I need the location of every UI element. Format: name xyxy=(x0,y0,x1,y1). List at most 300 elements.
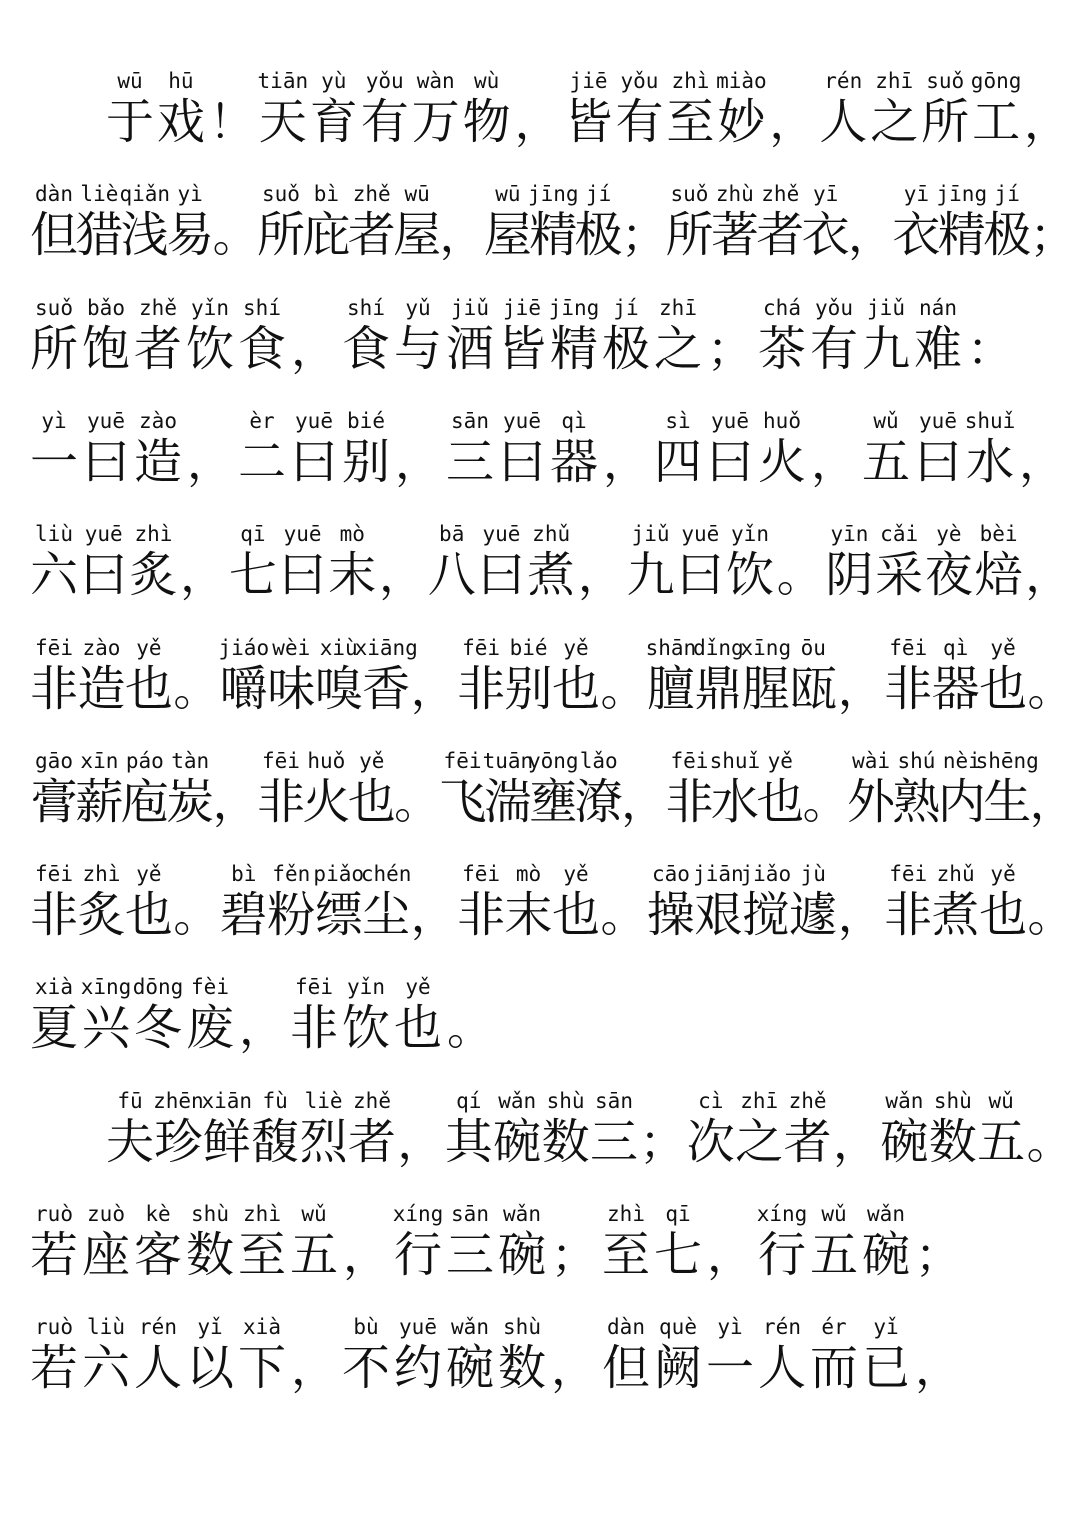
pinyin: zhě xyxy=(761,182,800,206)
pinyin: yuē xyxy=(399,1315,437,1339)
hanzi: 焙 xyxy=(974,547,1023,603)
hanzi: 壅 xyxy=(529,774,578,830)
punctuation xyxy=(912,1312,964,1422)
pinyin: wū xyxy=(495,182,521,206)
hanzi: 七 xyxy=(228,547,277,603)
pinyin: yě xyxy=(136,636,162,660)
punctuation xyxy=(1022,519,1074,629)
pinyin: yè xyxy=(936,522,962,546)
pinyin: yǔ xyxy=(405,296,431,320)
pinyin: huǒ xyxy=(763,409,801,433)
hanzi: 不 xyxy=(341,1340,390,1396)
pinyin: jiáo xyxy=(218,636,270,660)
hanzi: 饮 xyxy=(185,321,234,377)
hanzi: 曰 xyxy=(278,547,327,603)
hanzi: ； xyxy=(621,208,668,262)
pinyin: qí xyxy=(456,1089,482,1113)
pinyin: yì xyxy=(177,182,203,206)
hanzi: 茶 xyxy=(757,321,806,377)
pinyin: yī xyxy=(812,182,839,206)
hanzi: 一 xyxy=(705,1340,754,1396)
hanzi: 。 xyxy=(1027,888,1074,942)
pinyin: zhě xyxy=(788,1089,827,1113)
hanzi: 五 xyxy=(977,1114,1026,1170)
hanzi: 座 xyxy=(81,1227,130,1283)
hanzi: ， xyxy=(603,435,649,489)
hanzi: 水 xyxy=(710,774,759,830)
hanzi: 衣 xyxy=(801,207,850,263)
pinyin: shú xyxy=(897,749,936,773)
hanzi: 皆 xyxy=(564,94,613,150)
hanzi: 数 xyxy=(185,1227,234,1283)
pinyin: zhě xyxy=(352,182,391,206)
hanzi: 嗅 xyxy=(314,661,363,717)
hanzi: 食 xyxy=(237,321,286,377)
hanzi: 香 xyxy=(362,661,411,717)
hanzi: 行 xyxy=(757,1227,806,1283)
pinyin: páo xyxy=(125,749,164,773)
pinyin: liù xyxy=(35,522,73,546)
hanzi: 炙 xyxy=(129,547,178,603)
pinyin: yě xyxy=(405,975,431,999)
pinyin: xià xyxy=(35,975,73,999)
pinyin: nán xyxy=(919,296,957,320)
hanzi: 曰 xyxy=(79,547,128,603)
pinyin: dǐng xyxy=(693,636,744,660)
pinyin: zhì xyxy=(82,862,121,886)
hanzi: 夫 xyxy=(105,1114,154,1170)
pinyin: xiù xyxy=(319,636,358,660)
pinyin: fù xyxy=(262,1089,288,1113)
hanzi: 器 xyxy=(931,661,980,717)
pinyin: zhì xyxy=(607,1202,645,1226)
pinyin: bā xyxy=(439,522,465,546)
hanzi: 与 xyxy=(393,321,442,377)
hanzi: 六 xyxy=(81,1340,130,1396)
pinyin: xíng xyxy=(392,1202,444,1226)
hanzi: 曰 xyxy=(81,434,130,490)
hanzi: 碗 xyxy=(497,1227,546,1283)
hanzi: 煮 xyxy=(527,547,576,603)
pinyin: yuē xyxy=(87,409,125,433)
pinyin: piǎo xyxy=(313,862,364,886)
pinyin: yǐ xyxy=(873,1315,899,1339)
hanzi: ， xyxy=(439,208,486,262)
pinyin: bié xyxy=(509,636,548,660)
hanzi: ； xyxy=(1029,208,1076,262)
hanzi: ， xyxy=(395,435,441,489)
hanzi: 万 xyxy=(411,94,460,150)
pinyin: xíng xyxy=(756,1202,808,1226)
pinyin: wǎn xyxy=(498,1089,537,1113)
hanzi: 酒 xyxy=(445,321,494,377)
hanzi: 非 xyxy=(289,1000,338,1056)
pinyin: hū xyxy=(168,69,194,93)
pinyin: huǒ xyxy=(307,749,346,773)
pinyin: yuē xyxy=(482,522,521,546)
hanzi: 也 xyxy=(551,661,600,717)
hanzi: 所 xyxy=(29,321,78,377)
hanzi: 味 xyxy=(267,661,316,717)
hanzi: ， xyxy=(811,435,857,489)
pinyin: bì xyxy=(231,862,257,886)
hanzi: 饱 xyxy=(81,321,130,377)
pinyin: rén xyxy=(824,69,863,93)
pinyin: wèi xyxy=(272,636,311,660)
pinyin: yě xyxy=(563,862,589,886)
hanzi: 遽 xyxy=(789,887,838,943)
punctuation xyxy=(1025,633,1077,743)
text-line xyxy=(0,633,1080,743)
pinyin: zhì xyxy=(134,522,173,546)
pinyin: fēi xyxy=(889,636,928,660)
pinyin: fēi xyxy=(35,636,73,660)
pinyin: què xyxy=(659,1315,697,1339)
hanzi: 有 xyxy=(360,94,409,150)
hanzi: 屋 xyxy=(483,207,532,263)
text-line xyxy=(0,66,1080,176)
hanzi: 潦 xyxy=(574,774,623,830)
pinyin: yī xyxy=(903,182,930,206)
pinyin: shuǐ xyxy=(964,409,1016,433)
pinyin: jīng xyxy=(548,296,600,320)
hanzi: 馥 xyxy=(251,1114,300,1170)
hanzi: 别 xyxy=(504,661,553,717)
hanzi: ， xyxy=(551,1341,597,1395)
hanzi: 次 xyxy=(686,1114,735,1170)
hanzi: 。 xyxy=(1026,1115,1073,1169)
pinyin: shān xyxy=(645,636,697,660)
hanzi: 二 xyxy=(237,434,286,490)
pinyin: fēi xyxy=(670,749,709,773)
pinyin: yuē xyxy=(711,409,749,433)
hanzi: 者 xyxy=(133,321,182,377)
hanzi: 造 xyxy=(77,661,126,717)
hanzi: 以 xyxy=(185,1340,234,1396)
hanzi: 也 xyxy=(979,887,1028,943)
pinyin: fēi xyxy=(261,749,300,773)
hanzi: 九 xyxy=(861,321,910,377)
hanzi: 炭 xyxy=(166,774,215,830)
pinyin: wǎn xyxy=(885,1089,924,1113)
pinyin: yě xyxy=(563,636,589,660)
pinyin: yě xyxy=(990,636,1016,660)
pinyin: shí xyxy=(347,296,385,320)
pinyin: zhě xyxy=(139,296,177,320)
hanzi: 非 xyxy=(884,887,933,943)
hanzi: 非 xyxy=(256,774,305,830)
hanzi: 炙 xyxy=(77,887,126,943)
punctuation xyxy=(1024,1086,1076,1196)
pinyin: zhì xyxy=(243,1202,281,1226)
pinyin: gōng xyxy=(970,69,1022,93)
hanzi: ， xyxy=(180,548,227,602)
pinyin: xiāng xyxy=(354,636,418,660)
pinyin: suǒ xyxy=(926,69,965,93)
hanzi: 所 xyxy=(665,207,714,263)
hanzi: 非 xyxy=(665,774,714,830)
hanzi: 曰 xyxy=(289,434,338,490)
hanzi: 也 xyxy=(756,774,805,830)
pinyin: fēi xyxy=(35,862,73,886)
hanzi: 屋 xyxy=(393,207,442,263)
pinyin: fēi xyxy=(295,975,333,999)
hanzi: 非 xyxy=(29,661,78,717)
hanzi: ！ xyxy=(208,95,255,149)
hanzi: 人 xyxy=(133,1340,182,1396)
pinyin: ōu xyxy=(800,636,826,660)
hanzi: 湍 xyxy=(483,774,532,830)
pinyin: wǔ xyxy=(988,1089,1014,1113)
pinyin: chén xyxy=(360,862,412,886)
pinyin: cì xyxy=(698,1089,724,1113)
pinyin: shù xyxy=(933,1089,972,1113)
hanzi: 夜 xyxy=(924,547,973,603)
hanzi: 之 xyxy=(653,321,702,377)
hanzi: 生 xyxy=(983,774,1032,830)
hanzi: 非 xyxy=(29,887,78,943)
pinyin: fěn xyxy=(272,862,311,886)
punctuation xyxy=(1016,406,1068,516)
pinyin: yì xyxy=(41,409,67,433)
pinyin: wū xyxy=(117,69,143,93)
pinyin: xià xyxy=(243,1315,281,1339)
pinyin: yě xyxy=(990,862,1016,886)
hanzi: ， xyxy=(848,208,895,262)
pinyin: wǔ xyxy=(301,1202,327,1226)
pinyin: yuē xyxy=(295,409,333,433)
hanzi: 非 xyxy=(457,661,506,717)
hanzi: 极 xyxy=(574,207,623,263)
pinyin: suǒ xyxy=(35,296,73,320)
text-line xyxy=(0,179,1080,289)
pinyin: xīng xyxy=(80,975,132,999)
hanzi: ， xyxy=(187,435,233,489)
hanzi: ， xyxy=(343,1228,389,1282)
hanzi: 三 xyxy=(445,1227,494,1283)
pinyin: shù xyxy=(191,1202,229,1226)
text-line xyxy=(0,746,1080,856)
hanzi: 精 xyxy=(529,207,578,263)
hanzi: 曰 xyxy=(676,547,725,603)
hanzi: 五 xyxy=(809,1227,858,1283)
pinyin: yǐn xyxy=(731,522,769,546)
pinyin: zhù xyxy=(715,182,754,206)
pinyin: yě xyxy=(359,749,385,773)
hanzi: 五 xyxy=(861,434,910,490)
pinyin: qiǎn xyxy=(119,182,171,206)
pinyin: wǔ xyxy=(821,1202,847,1226)
hanzi: 三 xyxy=(589,1114,638,1170)
pinyin: èr xyxy=(249,409,275,433)
hanzi: 器 xyxy=(549,434,598,490)
pinyin: suǒ xyxy=(261,182,300,206)
hanzi: 难 xyxy=(913,321,962,377)
hanzi: 曰 xyxy=(913,434,962,490)
hanzi: 于 xyxy=(105,94,154,150)
hanzi: 之 xyxy=(870,94,919,150)
hanzi: 。 xyxy=(173,888,220,942)
hanzi: 嚼 xyxy=(219,661,268,717)
hanzi: 易 xyxy=(166,207,215,263)
pinyin: wài xyxy=(852,749,890,773)
pinyin: wǎn xyxy=(451,1315,489,1339)
hanzi: 极 xyxy=(983,207,1032,263)
pinyin: yǐn xyxy=(191,296,229,320)
hanzi: ， xyxy=(410,888,457,942)
pinyin: miào xyxy=(716,69,767,93)
pinyin: yǒu xyxy=(620,69,659,93)
pinyin: liè xyxy=(80,182,119,206)
hanzi: ， xyxy=(397,1115,444,1169)
pinyin: wǔ xyxy=(873,409,899,433)
punctuation xyxy=(912,1199,964,1309)
pinyin: xīn xyxy=(80,749,119,773)
hanzi: 庇 xyxy=(302,207,351,263)
hanzi: ， xyxy=(837,662,884,716)
pinyin: zhī xyxy=(659,296,697,320)
pinyin: sān xyxy=(451,409,489,433)
pinyin: yě xyxy=(136,862,162,886)
pinyin: gāo xyxy=(35,749,73,773)
pinyin: shuǐ xyxy=(709,749,761,773)
hanzi: 。 xyxy=(173,662,220,716)
pinyin: qī xyxy=(240,522,266,546)
hanzi: 缥 xyxy=(314,887,363,943)
hanzi: 约 xyxy=(393,1340,442,1396)
hanzi: 珍 xyxy=(154,1114,203,1170)
hanzi: 猎 xyxy=(75,207,124,263)
pinyin: shēng xyxy=(975,749,1039,773)
hanzi: 至 xyxy=(666,94,715,150)
hanzi: 火 xyxy=(302,774,351,830)
hanzi: 也 xyxy=(393,1000,442,1056)
pinyin: wū xyxy=(404,182,430,206)
hanzi: 也 xyxy=(979,661,1028,717)
hanzi: 也 xyxy=(124,661,173,717)
pinyin: bèi xyxy=(979,522,1018,546)
pinyin: yuē xyxy=(84,522,123,546)
text-line xyxy=(0,293,1080,403)
pinyin: zhǔ xyxy=(936,862,975,886)
hanzi: 火 xyxy=(757,434,806,490)
pinyin: cǎi xyxy=(880,522,919,546)
hanzi: 客 xyxy=(133,1227,182,1283)
hanzi: 戏 xyxy=(156,94,205,150)
pinyin: liè xyxy=(304,1089,343,1113)
pinyin: zuò xyxy=(87,1202,125,1226)
pinyin: bù xyxy=(353,1315,379,1339)
pinyin: zhǔ xyxy=(532,522,571,546)
hanzi: 至 xyxy=(237,1227,286,1283)
pinyin: tàn xyxy=(171,749,210,773)
hanzi: 冬 xyxy=(133,1000,182,1056)
pinyin: xiān xyxy=(201,1089,253,1113)
hanzi: 薪 xyxy=(75,774,124,830)
hanzi: ， xyxy=(291,322,337,376)
hanzi: 水 xyxy=(965,434,1014,490)
hanzi: ； xyxy=(915,1228,961,1282)
pinyin: jù xyxy=(800,862,826,886)
hanzi: 兴 xyxy=(81,1000,130,1056)
pinyin: jīng xyxy=(936,182,988,206)
hanzi: 饮 xyxy=(725,547,774,603)
hanzi: 。 xyxy=(802,775,849,829)
hanzi: 但 xyxy=(29,207,78,263)
pinyin: fēi xyxy=(462,862,501,886)
hanzi: 采 xyxy=(875,547,924,603)
hanzi: 飞 xyxy=(438,774,487,830)
hanzi: 物 xyxy=(462,94,511,150)
hanzi: ， xyxy=(833,1115,879,1169)
hanzi: ， xyxy=(212,775,259,829)
pinyin: wǎn xyxy=(867,1202,905,1226)
hanzi: 。 xyxy=(394,775,441,829)
hanzi: 饮 xyxy=(341,1000,390,1056)
pinyin: zào xyxy=(82,636,121,660)
hanzi: 者 xyxy=(783,1114,832,1170)
pinyin: mò xyxy=(339,522,365,546)
pinyin: zhēn xyxy=(153,1089,204,1113)
pinyin: fēi xyxy=(443,749,482,773)
pinyin: yì xyxy=(717,1315,743,1339)
hanzi: 妙 xyxy=(717,94,766,150)
hanzi: 造 xyxy=(133,434,182,490)
hanzi: 七 xyxy=(653,1227,702,1283)
pinyin: qī xyxy=(665,1202,691,1226)
hanzi: 碗 xyxy=(861,1227,910,1283)
text-line xyxy=(0,406,1080,516)
hanzi: 天 xyxy=(258,94,307,150)
hanzi: 非 xyxy=(457,887,506,943)
punctuation xyxy=(1021,66,1073,176)
pinyin: dōng xyxy=(132,975,184,999)
pinyin: zhě xyxy=(353,1089,391,1113)
text-line xyxy=(0,1312,1080,1422)
hanzi: ， xyxy=(379,548,425,602)
hanzi: 曰 xyxy=(705,434,754,490)
pinyin: yīn xyxy=(830,522,869,546)
pinyin: jiǎo xyxy=(740,862,792,886)
hanzi: 所 xyxy=(256,207,305,263)
hanzi: 碧 xyxy=(219,887,268,943)
pinyin: jí xyxy=(994,182,1020,206)
hanzi: ； xyxy=(551,1228,597,1282)
pinyin: yǐn xyxy=(347,975,385,999)
hanzi: 已 xyxy=(861,1340,910,1396)
hanzi: 数 xyxy=(928,1114,977,1170)
hanzi: 也 xyxy=(551,887,600,943)
hanzi: 育 xyxy=(309,94,358,150)
hanzi: ； xyxy=(707,322,753,376)
pinyin: wù xyxy=(473,69,500,93)
hanzi: 膏 xyxy=(29,774,78,830)
hanzi: 精 xyxy=(937,207,986,263)
pinyin: sān xyxy=(451,1202,489,1226)
hanzi: 四 xyxy=(653,434,702,490)
hanzi: 下 xyxy=(237,1340,286,1396)
hanzi: 浅 xyxy=(120,207,169,263)
hanzi: 衣 xyxy=(892,207,941,263)
hanzi: 膻 xyxy=(646,661,695,717)
pinyin: cāo xyxy=(651,862,690,886)
hanzi: 别 xyxy=(341,434,390,490)
pinyin: jí xyxy=(613,296,639,320)
text-line xyxy=(0,1086,1080,1196)
hanzi: 也 xyxy=(124,887,173,943)
hanzi: 至 xyxy=(601,1227,650,1283)
pinyin: yuē xyxy=(919,409,957,433)
